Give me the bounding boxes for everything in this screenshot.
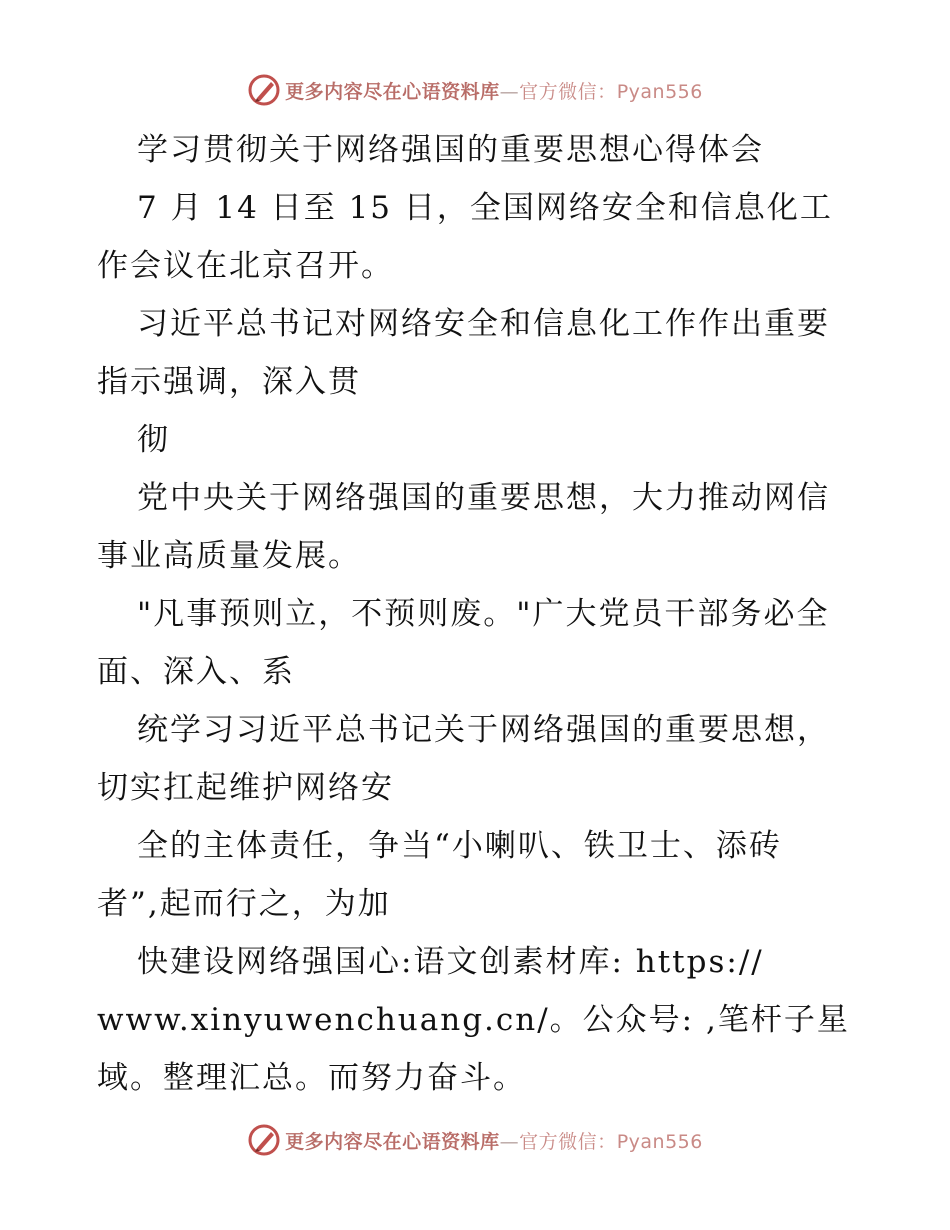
- paragraph-line: 党中央关于网络强国的重要思想，大力推动网信: [137, 480, 830, 516]
- paragraph-line: 切实扛起维护网络安: [97, 770, 394, 806]
- banner-dash: —: [499, 80, 520, 103]
- banner-rest-text: 官方微信：: [519, 1130, 617, 1153]
- paragraph-line: www.xinyuwenchuang.cn/。公众号: ,笔杆子星: [97, 1002, 850, 1038]
- paragraph-line: 习近平总书记对网络安全和信息化工作作出重要: [137, 306, 830, 342]
- paragraph-line: 彻: [137, 422, 170, 458]
- pen-circle-icon: [247, 1123, 281, 1157]
- paragraph-line: 者”,起而行之，为加: [97, 886, 391, 922]
- banner-dash: —: [499, 1130, 520, 1153]
- paragraph-line: 指示强调，深入贯: [97, 364, 361, 400]
- banner-strong-text: 更多内容尽在心语资料库: [285, 1130, 500, 1153]
- paragraph-line: 面、深入、系: [97, 654, 295, 690]
- paragraph-line: 7 月 14 日至 15 日，全国网络安全和信息化工: [137, 190, 833, 226]
- banner-handle: Pyan556: [616, 80, 703, 103]
- paragraph-line: 全的主体责任，争当“小喇叭、铁卫士、添砖: [137, 828, 782, 864]
- paragraph-line: 统学习习近平总书记关于网络强国的重要思想，: [137, 712, 830, 748]
- header-banner: [0, 68, 950, 112]
- banner-text: [285, 77, 703, 104]
- banner-strong-text: 更多内容尽在心语资料库: [285, 80, 500, 103]
- paragraph-line: 快建设网络强国心:语文创素材库: https://: [137, 944, 764, 980]
- banner-rest-text: 官方微信：: [519, 80, 617, 103]
- banner-handle: Pyan556: [616, 1130, 703, 1153]
- footer-banner: [0, 1118, 950, 1162]
- banner-text: [285, 1127, 703, 1154]
- pen-circle-icon: [247, 73, 281, 107]
- paragraph-line: 事业高质量发展。: [97, 538, 361, 574]
- paragraph-line: 域。整理汇总。而努力奋斗。: [97, 1060, 526, 1096]
- paragraph-line: 作会议在北京召开。: [97, 248, 394, 284]
- paragraph-line: "凡事预则立，不预则废。"广大党员干部务必全: [137, 596, 830, 632]
- doc-title: 学习贯彻关于网络强国的重要思想心得体会: [137, 132, 764, 168]
